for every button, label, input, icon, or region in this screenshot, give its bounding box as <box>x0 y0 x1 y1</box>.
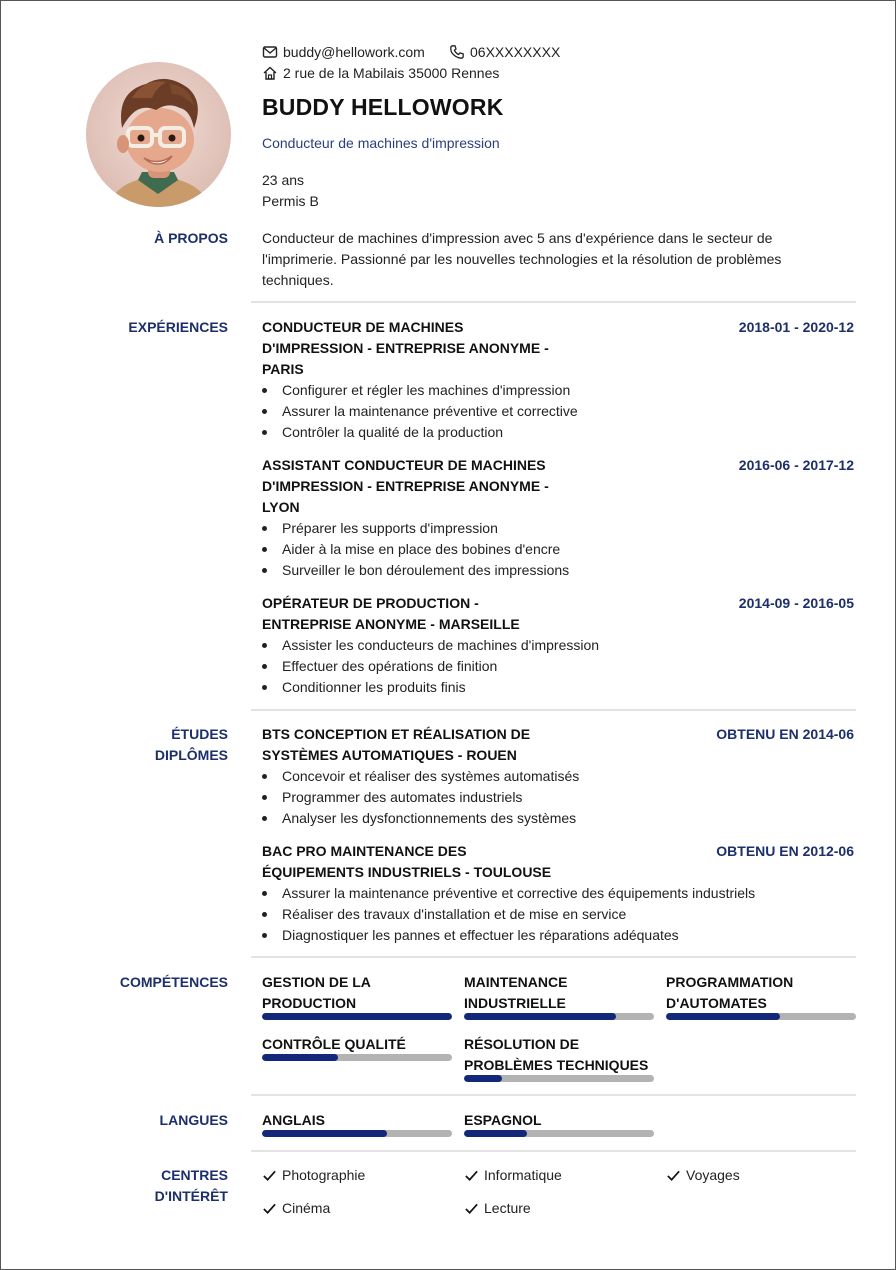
skill-level-bar <box>464 1075 654 1082</box>
skill-name-line: CONTRÔLE QUALITÉ <box>262 1036 406 1052</box>
skill-name-line: GESTION DE LA <box>262 974 371 990</box>
skill-level-fill <box>262 1054 338 1061</box>
language-item <box>464 1110 654 1131</box>
title-line: BAC PRO MAINTENANCE DES <box>262 843 467 859</box>
experience-tasks <box>262 518 569 581</box>
section-label-about: À PROPOS <box>154 230 228 246</box>
about-line: l'imprimerie. Passionné par les nouvelles technologies et la résolution de problèmes <box>262 251 782 267</box>
language-level-fill <box>464 1130 527 1137</box>
phone-icon <box>449 44 465 60</box>
section-divider <box>251 956 856 958</box>
avatar <box>86 62 231 207</box>
experience-title <box>262 455 549 518</box>
title-line: CONDUCTEUR DE MACHINES <box>262 319 464 335</box>
interest-label: Lecture <box>484 1200 531 1216</box>
list-item: Assurer la maintenance préventive et corrective <box>262 401 578 422</box>
skill-name-line: D'AUTOMATES <box>666 995 767 1011</box>
title-line: D'IMPRESSION - ENTREPRISE ANONYME - <box>262 340 549 356</box>
list-item: Analyser les dysfonctionnements des systèmes <box>262 808 579 829</box>
experience-title <box>262 593 520 635</box>
skill-level-fill <box>464 1075 502 1082</box>
list-item: Configurer et régler les machines d'impression <box>262 380 578 401</box>
list-item: Programmer des automates industriels <box>262 787 579 808</box>
driving-license: Permis B <box>262 193 319 209</box>
checkmark-icon <box>464 1168 479 1183</box>
list-item: Aider à la mise en place des bobines d'encre <box>262 539 569 560</box>
experience-tasks <box>262 635 599 698</box>
skill-level-bar <box>464 1013 654 1020</box>
skill-item <box>262 972 452 1014</box>
title-line: SYSTÈMES AUTOMATIQUES - ROUEN <box>262 747 517 763</box>
about-text <box>262 228 832 291</box>
checkmark-icon <box>666 1168 681 1183</box>
checkmark-icon <box>464 1201 479 1216</box>
list-item: Réaliser des travaux d'installation et de mise en service <box>262 904 755 925</box>
experience-date: 2014-09 - 2016-05 <box>738 595 854 611</box>
skill-name <box>262 1034 452 1055</box>
interest-item <box>262 1200 330 1216</box>
skill-name <box>262 972 452 1014</box>
skill-item <box>464 1034 654 1076</box>
contact-phone <box>449 44 560 60</box>
skill-level-bar <box>666 1013 856 1020</box>
section-divider <box>251 709 856 711</box>
contact-address <box>262 65 499 81</box>
interest-item <box>262 1167 365 1183</box>
interest-label: Cinéma <box>282 1200 331 1216</box>
interest-label: Voyages <box>686 1167 740 1183</box>
list-item: Effectuer des opérations de finition <box>262 656 599 677</box>
section-label-education <box>88 724 228 766</box>
interest-label: Informatique <box>484 1167 562 1183</box>
title-line: ÉQUIPEMENTS INDUSTRIELS - TOULOUSE <box>262 864 552 880</box>
title-line: PARIS <box>262 361 304 377</box>
skill-name-line: INDUSTRIELLE <box>464 995 566 1011</box>
avatar-illustration <box>86 62 231 207</box>
home-icon <box>262 65 278 81</box>
list-item: Assurer la maintenance préventive et corrective des équipements industriels <box>262 883 755 904</box>
list-item: Assister les conducteurs de machines d'impression <box>262 635 599 656</box>
interest-item <box>464 1167 562 1183</box>
list-item: Diagnostiquer les pannes et effectuer les réparations adéquates <box>262 925 755 946</box>
skill-name <box>464 1034 654 1076</box>
about-line: techniques. <box>262 272 334 288</box>
experience-tasks <box>262 380 578 443</box>
label-line: D'INTÉRÊT <box>154 1188 228 1204</box>
phone-text: 06XXXXXXXX <box>470 44 561 60</box>
skill-level-bar <box>262 1013 452 1020</box>
section-label-skills: COMPÉTENCES <box>119 974 228 990</box>
skill-name-line: MAINTENANCE <box>464 974 568 990</box>
education-title <box>262 841 551 883</box>
interest-label: Photographie <box>282 1167 366 1183</box>
title-line: BTS CONCEPTION ET RÉALISATION DE <box>262 726 531 742</box>
education-topics <box>262 766 579 829</box>
contact-email <box>262 44 425 60</box>
title-line: OPÉRATEUR DE PRODUCTION - <box>262 595 479 611</box>
language-level-bar <box>464 1130 654 1137</box>
list-item: Conditionner les produits finis <box>262 677 599 698</box>
skill-name <box>666 972 856 1014</box>
skill-name-line: PRODUCTION <box>262 995 357 1011</box>
interest-item <box>464 1200 531 1216</box>
skill-level-fill <box>666 1013 780 1020</box>
section-divider <box>251 301 856 303</box>
education-topics <box>262 883 755 946</box>
list-item: Contrôler la qualité de la production <box>262 422 578 443</box>
education-date: OBTENU EN 2012-06 <box>716 843 854 859</box>
list-item: Surveiller le bon déroulement des impressions <box>262 560 569 581</box>
language-item <box>262 1110 452 1131</box>
skill-name-line: PROBLÈMES TECHNIQUES <box>464 1057 649 1073</box>
education-date: OBTENU EN 2014-06 <box>716 726 854 742</box>
skill-item <box>464 972 654 1014</box>
section-label-interests <box>88 1165 228 1207</box>
envelope-icon <box>262 44 278 60</box>
skill-name-line: RÉSOLUTION DE <box>464 1036 580 1052</box>
title-line: D'IMPRESSION - ENTREPRISE ANONYME - <box>262 478 549 494</box>
label-line: ÉTUDES <box>171 726 228 742</box>
skill-name <box>464 972 654 1014</box>
experience-title <box>262 317 549 380</box>
language-level-fill <box>262 1130 387 1137</box>
title-line: LYON <box>262 499 300 515</box>
skill-name-line: PROGRAMMATION <box>666 974 794 990</box>
label-line: CENTRES <box>161 1167 228 1183</box>
section-label-experiences: EXPÉRIENCES <box>128 319 228 335</box>
skill-level-fill <box>262 1013 452 1020</box>
experience-date: 2018-01 - 2020-12 <box>738 319 854 335</box>
section-divider <box>251 1094 856 1096</box>
skill-level-fill <box>464 1013 616 1020</box>
list-item: Concevoir et réaliser des systèmes automatisés <box>262 766 579 787</box>
checkmark-icon <box>262 1168 277 1183</box>
title-line: ENTREPRISE ANONYME - MARSEILLE <box>262 616 520 632</box>
address-text: 2 rue de la Mabilais 35000 Rennes <box>283 65 500 81</box>
job-title: Conducteur de machines d'impression <box>262 135 500 151</box>
education-title <box>262 724 530 766</box>
email-text: buddy@hellowork.com <box>283 44 425 60</box>
interest-item <box>666 1167 740 1183</box>
language-level-bar <box>262 1130 452 1137</box>
checkmark-icon <box>262 1201 277 1216</box>
skill-item <box>262 1034 452 1055</box>
title-line: ASSISTANT CONDUCTEUR DE MACHINES <box>262 457 546 473</box>
about-line: Conducteur de machines d'impression avec 5 ans d'expérience dans le secteur de <box>262 230 773 246</box>
section-divider <box>251 1150 856 1152</box>
candidate-name: BUDDY HELLOWORK <box>262 94 504 120</box>
language-name: ANGLAIS <box>262 1112 325 1128</box>
experience-date: 2016-06 - 2017-12 <box>738 457 854 473</box>
skill-item <box>666 972 856 1014</box>
section-label-languages: LANGUES <box>159 1112 228 1128</box>
age: 23 ans <box>262 172 305 188</box>
language-name: ESPAGNOL <box>464 1112 542 1128</box>
label-line: DIPLÔMES <box>154 747 228 763</box>
list-item: Préparer les supports d'impression <box>262 518 569 539</box>
skill-level-bar <box>262 1054 452 1061</box>
